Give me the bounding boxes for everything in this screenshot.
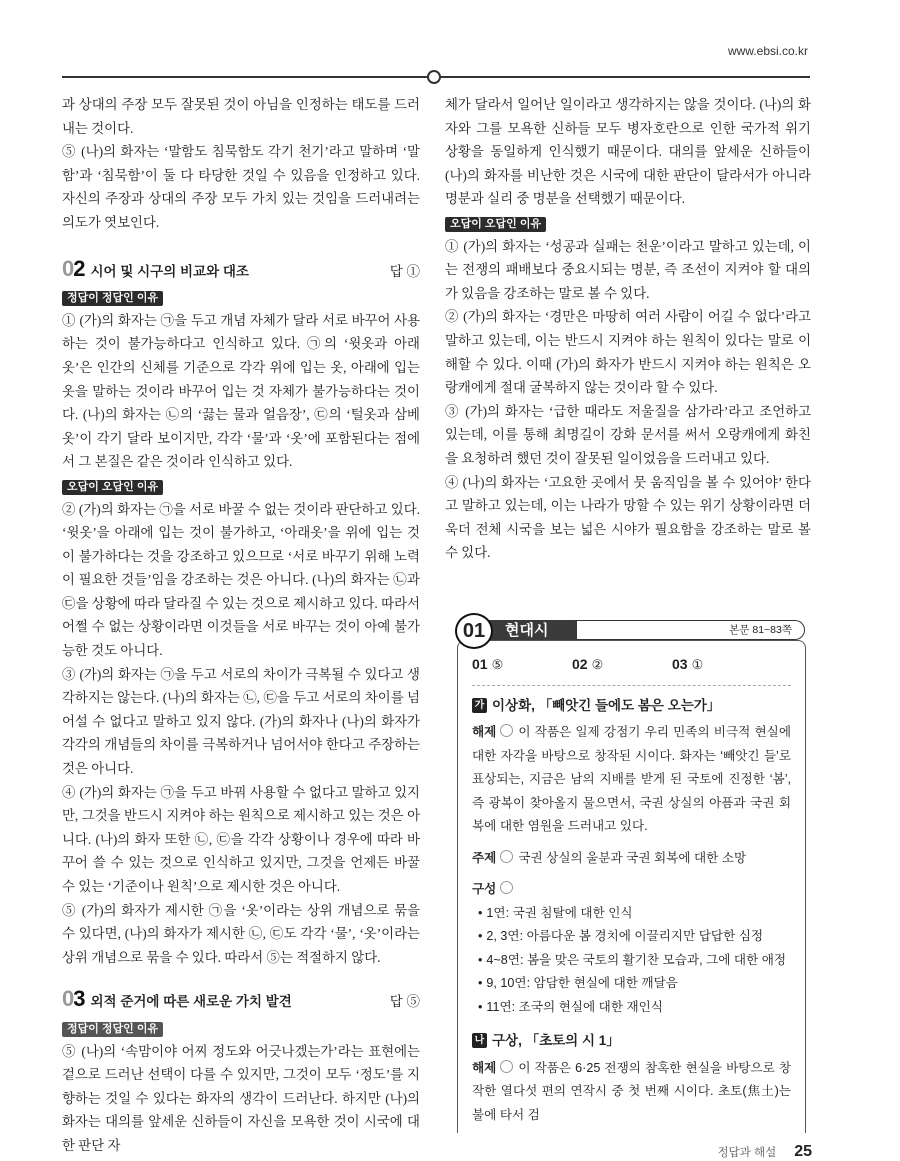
list-item: • 2, 3연: 아름다운 봄 경치에 이끌리지만 답답한 심정 — [472, 925, 791, 949]
paragraph: ② (가)의 화자는 ‘경만은 마땅히 여러 사람이 어길 수 없다’라고 말하고 있는데, 이는 반드시 지켜야 하는 원칙이 있다는 말로 이해할 수 있다. 이때 (가)의 화자가 반드시 지켜야 하는 원칙은 오랑캐에게 절대 굴복하지 않는 것이라 할 수 있다. — [445, 309, 811, 396]
commentary-icon — [500, 1060, 513, 1073]
paragraph: ② (가)의 화자는 ㉠을 서로 바꿀 수 없는 것이라 판단하고 있다. ‘윗옷’을 아래에 입는 것이 불가하고, ‘아래옷’을 위에 입는 것이 불가하다는 것을 강조하고 있으므로 ‘서로 바꾸기 위해 노력이 필요한 것들’임을 강조하는 것은 아니다. (나)의 화자는 ㉡과 ㉢을 상황에 따라 달라질 수 있는 것으로 제시하고 있다. 따라서 어쩔 수 없는 상황이라면 이것들을 서로 바꾸는 것이 아예 불가능한 것도 아니다. — [62, 501, 420, 659]
question-number: 03 — [62, 986, 85, 1012]
unit-title: 현대시 — [485, 620, 577, 642]
guseong-label: 구성 — [472, 878, 791, 902]
paragraph: ① (가)의 화자는 ‘성공과 실패는 천운’이라고 말하고 있는데, 이는 전쟁의 패배보다 중요시되는 명분, 즉 조선이 지켜야 할 대의가 있음을 강조하는 말로 볼 수 있다. — [445, 238, 811, 301]
question-title: 외적 준거에 따른 새로운 가치 발견 — [90, 994, 292, 1010]
commentary-icon — [500, 724, 513, 737]
unit-pages: 본문 81~83쪽 — [575, 620, 805, 640]
list-item: • 11연: 조국의 현실에 대한 재인식 — [472, 996, 791, 1020]
right-area — [445, 93, 811, 1161]
question-answer: 답 ⑤ — [389, 994, 420, 1010]
left-column — [62, 93, 420, 1158]
question-title: 시어 및 시구의 비교와 대조 — [90, 263, 249, 279]
answer-item: 03 ① — [672, 656, 704, 672]
work-heading-na — [472, 1029, 791, 1053]
paragraph: 체가 달라서 일어난 일이라고 생각하지는 않을 것이다. (나)의 화자와 그를 모욕한 신하들 모두 병자호란으로 인한 국가적 위기 상황을 동일하게 인식했기 때문이다. 대의를 앞세운 신하들이 (나)의 화자를 비난한 것은 시국에 대한 판단이 달라서가 아니라 명분과 실리 중 명분을 선택했기 때문이다. — [445, 97, 811, 207]
paragraph: ⑤ (가)의 화자가 제시한 ㉠을 ‘옷’이라는 상위 개념으로 묶을 수 있다면, (나)의 화자가 제시한 ㉡, ㉢도 각각 ‘물’, ‘옷’이라는 상위 개념으로 묶을 수 있다. 따라서 ⑤는 적절하지 않다. — [62, 902, 420, 965]
question-heading-02 — [62, 257, 420, 284]
paragraph: ⑤ (나)의 ‘속맘이야 어찌 정도와 어긋나겠는가’라는 표현에는 겉으로 드러난 선택이 다를 수 있지만, 그것이 모두 ‘정도’를 지향하는 것일 수 있다는 화자의 생각이 드러난다. 하지만 (나)의 화자는 대의를 앞세운 신하들이 자신을 모욕한 것이 시국에 대한 판단 자 — [62, 1043, 420, 1153]
paragraph: ④ (가)의 화자는 ㉠을 두고 바꿔 사용할 수 없다고 말하고 있지만, 그것을 반드시 지켜야 하는 원칙으로 제시하고 있는 것은 아니다. (나)의 화자 또한 ㉡, ㉢을 각각 상황이나 경우에 따라 바꾸어 쓸 수 있는 것으로 인식하고 있지만, 그것을 언제든 바꿀 수 있는 ‘기준이나 원칙’으로 제시한 것은 아니다. — [62, 784, 420, 894]
list-item: • 4~8연: 봄을 맞은 국토의 활기찬 모습과, 그에 대한 애정 — [472, 949, 791, 973]
work-mark: 가 — [472, 698, 487, 713]
answer-box — [457, 640, 806, 1133]
paragraph: ③ (가)의 화자는 ㉠을 두고 서로의 차이가 극복될 수 있다고 생각하지는 않는다. (나)의 화자는 ㉡, ㉢을 두고 서로의 차이를 넘어설 수 없다고 말하고 있지 않다. (가)의 화자나 (나)의 화자가 각각의 개념들의 차이를 극복하거나 넘어서야 한다고 주장하는 것은 아니다. — [62, 666, 420, 777]
badge-correct-reason: 정답이 정답인 이유 — [62, 291, 163, 306]
question-number: 02 — [62, 255, 85, 281]
page-footer — [717, 1143, 812, 1161]
theme-icon — [500, 850, 513, 863]
structure-list — [472, 902, 791, 1020]
paragraph: ⑤ (나)의 화자는 ‘말함도 침묵함도 각기 천기’라고 말하며 ‘말함’과 ‘침묵함’이 둘 다 타당한 것일 수 있음을 인정하고 있다. 자신의 주장과 상대의 주장 모두 가치 있는 것임을 드러내려는 의도가 엿보인다. — [62, 144, 420, 230]
list-item: • 1연: 국권 침탈에 대한 인식 — [472, 902, 791, 926]
unit-number: 01 — [455, 613, 493, 649]
question-answer: 답 ① — [389, 263, 420, 279]
page-number: 25 — [794, 1143, 812, 1160]
paragraph: ③ (가)의 화자는 ‘급한 때라도 저울질을 삼가라’라고 조언하고 있는데, 이를 통해 최명길이 강화 문서를 써서 오랑캐에게 화친을 요청하려 했던 것이 잘못된 일이었음을 드러내고 있다. — [445, 403, 811, 466]
work-title: 구상, 「초토의 시 1」 — [492, 1033, 620, 1048]
dotted-divider — [472, 685, 791, 686]
list-item: • 9, 10연: 암담한 현실에 대한 깨달음 — [472, 972, 791, 996]
structure-icon — [500, 881, 513, 894]
paragraph: 과 상대의 주장 모두 잘못된 것이 아님을 인정하는 태도를 드러내는 것이다. — [62, 97, 420, 136]
badge-wrong-reason: 오답이 오답인 이유 — [62, 480, 163, 495]
juje-line: 주제 국권 상실의 울분과 국권 회복에 대한 소망 — [472, 850, 747, 865]
question-heading-03 — [62, 987, 420, 1014]
paragraph: ④ (나)의 화자는 ‘고요한 곳에서 뭇 움직임을 볼 수 있어야’ 한다고 말하고 있는데, 이는 나라가 망할 수 있는 위기 상황이라면 더욱더 전체 시국을 보는 넓은 시야가 필요함을 강조하는 말로 볼 수 있다. — [445, 474, 811, 561]
answer-item: 01 ⑤ — [472, 656, 504, 672]
badge-correct-reason: 정답이 정답인 이유 — [62, 1022, 163, 1037]
work-mark: 나 — [472, 1033, 487, 1048]
work-heading-ga — [472, 694, 791, 718]
haeje-paragraph: 해제 이 작품은 6·25 전쟁의 참혹한 현실을 바탕으로 창작한 열다섯 편의 연작시 중 첫 번째 시이다. 초토(焦土)는 불에 타서 검 — [472, 1060, 791, 1122]
work-title: 이상화, 「빼앗긴 들에도 봄은 오는가」 — [492, 697, 721, 713]
badge-wrong-reason: 오답이 오답인 이유 — [445, 217, 546, 232]
answer-row — [472, 653, 791, 677]
answer-item: 02 ② — [572, 656, 604, 672]
site-url: www.ebsi.co.kr — [727, 44, 808, 58]
right-column — [445, 93, 811, 593]
paragraph: ① (가)의 화자는 ㉠을 두고 개념 자체가 달라 서로 바꾸어 사용하는 것이 불가능하다고 인식하고 있다. ㉠의 ‘윗옷과 아래옷’은 인간의 신체를 기준으로 각각 위에 입는 옷, 아래에 입는 옷을 말하는 것이라 바꾸어 입는 것 자체가 불가능하다는 것이다. (나)의 화자는 ㉡의 ‘끓는 물과 얼음장’, ㉢의 ‘털옷과 삼베옷’이 각기 달라 보이지만, 각각 ‘물’과 ‘옷’에 포함된다는 점에서 그 본질은 같은 것이라 인식하고 있다. — [62, 312, 420, 470]
haeje-paragraph: 해제 이 작품은 일제 강점기 우리 민족의 비극적 현실에 대한 자각을 바탕으로 창작된 시이다. 화자는 ‘빼앗긴 들’로 표상되는, 지금은 남의 지배를 받게 된 국토에 진정한 ‘봄’, 즉 광복이 찾아올지 물으면서, 국권 상실의 아픔과 국권 회복에 대한 염원을 드러내고 있다. — [472, 725, 791, 833]
footer-label: 정답과 해설 — [717, 1147, 777, 1159]
header-rule-dot — [427, 70, 441, 84]
